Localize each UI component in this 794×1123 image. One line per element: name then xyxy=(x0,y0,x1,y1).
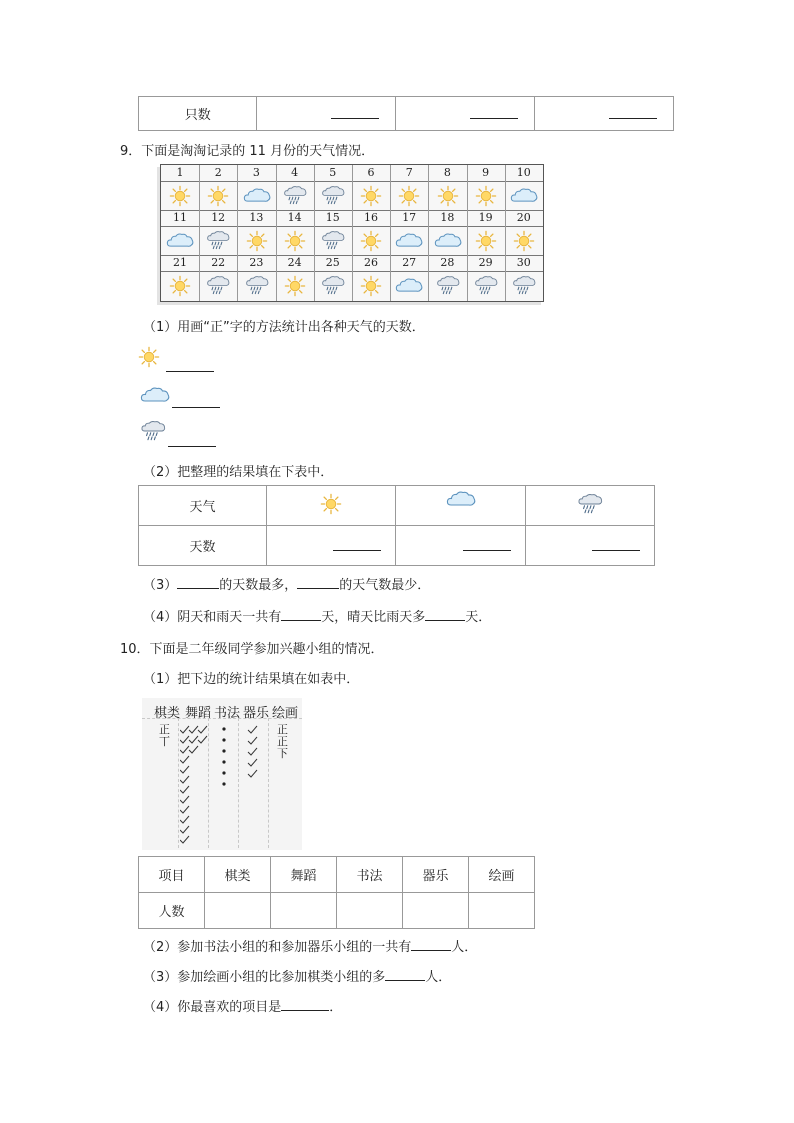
weather-table-days-label: 天数 xyxy=(139,526,267,566)
calendar-day: 6 xyxy=(367,166,375,179)
rainy-icon xyxy=(206,230,230,251)
calendar-day: 12 xyxy=(211,211,226,224)
sunny-icon xyxy=(207,185,229,207)
sunny-icon xyxy=(437,185,459,207)
check-mark xyxy=(180,766,189,773)
rainy-icon xyxy=(321,275,345,296)
q9-part1: （1）用画“正”字的方法统计出各种天气的天数． xyxy=(143,320,425,335)
calendar-day: 26 xyxy=(364,256,378,269)
check-mark xyxy=(180,826,189,833)
answer-blank[interactable] xyxy=(592,536,640,551)
cloudy-icon xyxy=(434,232,462,249)
sunny-icon xyxy=(475,185,497,207)
check-mark xyxy=(248,748,257,755)
check-mark xyxy=(248,759,257,766)
answer-blank[interactable] xyxy=(425,606,465,621)
rainy-icon xyxy=(321,230,345,251)
weather-calendar xyxy=(160,164,544,302)
calendar-gridline xyxy=(505,165,506,301)
dance-checks xyxy=(180,724,208,846)
tally-header: 舞蹈 xyxy=(185,706,212,721)
calendar-day: 28 xyxy=(440,256,455,269)
answer-blank[interactable] xyxy=(177,574,219,589)
rainy-icon xyxy=(474,275,498,296)
calendar-day: 13 xyxy=(249,211,264,224)
cloudy-icon xyxy=(446,490,476,508)
sunny-icon xyxy=(475,230,497,252)
interest-table xyxy=(138,856,535,929)
check-mark xyxy=(198,736,207,743)
calendar-day: 21 xyxy=(173,256,187,269)
answer-blank[interactable] xyxy=(281,996,329,1011)
sunny-icon xyxy=(360,275,382,297)
q10-part2 xyxy=(143,936,477,955)
answer-cell[interactable] xyxy=(403,893,469,929)
answer-blank[interactable] xyxy=(609,104,657,119)
tally-mark: 下 xyxy=(277,747,288,760)
divider xyxy=(238,718,239,848)
calendar-day: 17 xyxy=(402,211,417,224)
rainy-icon xyxy=(140,420,166,442)
rainy-icon xyxy=(577,493,603,515)
calendar-day: 20 xyxy=(516,211,531,224)
table-header: 书法 xyxy=(337,857,403,893)
calendar-day: 24 xyxy=(287,256,302,269)
answer-cell[interactable] xyxy=(205,893,271,929)
cloudy-icon xyxy=(166,232,194,249)
calendar-gridline xyxy=(390,165,391,301)
check-mark xyxy=(189,746,198,753)
top-table-label: 只数 xyxy=(139,97,257,131)
q10-part4-suffix: ． xyxy=(329,1000,343,1015)
sunny-icon xyxy=(284,275,306,297)
q10-part2-suffix: 人． xyxy=(451,940,478,955)
q10-part3 xyxy=(143,966,451,985)
cloudy-icon xyxy=(395,232,423,249)
q9-part2: （2）把整理的结果填在下表中． xyxy=(143,465,334,480)
table-header: 项目 xyxy=(139,857,205,893)
check-mark xyxy=(189,736,198,743)
q9-part3-suffix: 的天气数最少． xyxy=(339,578,431,593)
calendar-day: 7 xyxy=(405,166,413,179)
q10-title: 10．下面是二年级同学参加兴趣小组的情况． xyxy=(120,642,384,657)
rainy-icon xyxy=(283,185,307,206)
table-header: 棋类 xyxy=(205,857,271,893)
q10-part4 xyxy=(143,996,342,1015)
calendar-day: 10 xyxy=(516,166,531,179)
rainy-icon xyxy=(436,275,460,296)
check-mark xyxy=(248,726,257,733)
calendar-day: 5 xyxy=(329,166,337,179)
tally-mark: 丅 xyxy=(159,735,170,748)
tally-dot xyxy=(222,771,225,774)
cloudy-icon xyxy=(395,277,423,294)
check-mark xyxy=(180,796,189,803)
calendar-day: 18 xyxy=(440,211,455,224)
q10-part2-prefix: （2）参加书法小组的和参加器乐小组的一共有 xyxy=(143,940,412,955)
check-mark xyxy=(180,806,189,813)
tally-dot xyxy=(222,727,225,730)
q9-part3-prefix: （3） xyxy=(143,578,178,593)
divider xyxy=(208,718,209,848)
calendar-day: 15 xyxy=(325,211,340,224)
table-row-label: 人数 xyxy=(139,893,205,929)
music-checks xyxy=(246,724,264,784)
answer-blank[interactable] xyxy=(385,966,425,981)
tally-mark: 正 xyxy=(277,723,288,736)
q9-part4-suffix: 天． xyxy=(465,610,492,625)
tally-mark: 正 xyxy=(277,735,288,748)
calendar-day: 8 xyxy=(443,166,451,179)
rainy-count-blank[interactable] xyxy=(168,432,216,447)
check-mark xyxy=(180,736,189,743)
check-mark xyxy=(180,786,189,793)
calendar-gridline xyxy=(467,165,468,301)
calendar-day: 29 xyxy=(478,256,493,269)
calendar-day: 9 xyxy=(482,166,490,179)
q10-part3-prefix: （3）参加绘画小组的比参加棋类小组的多 xyxy=(143,970,386,985)
q9-part3 xyxy=(143,574,430,593)
table-header: 绘画 xyxy=(469,857,535,893)
calendar-day: 27 xyxy=(402,256,417,269)
sunny-icon xyxy=(360,185,382,207)
calendar-gridline xyxy=(199,165,200,301)
q9-title: 9．下面是淘淘记录的 11 月份的天气情况． xyxy=(120,144,375,159)
answer-blank[interactable] xyxy=(333,536,381,551)
answer-cell[interactable] xyxy=(337,893,403,929)
q9-part4 xyxy=(143,606,491,625)
q10-part4-prefix: （4）你最喜欢的项目是 xyxy=(143,1000,282,1015)
calendar-gridline xyxy=(237,165,238,301)
calendar-day: 14 xyxy=(287,211,302,224)
q9-part4-prefix: （4）阴天和雨天一共有 xyxy=(143,610,282,625)
calendar-gridline xyxy=(352,165,353,301)
top-table xyxy=(138,96,674,131)
check-mark xyxy=(180,776,189,783)
q9-part4-mid: 天，晴天比雨天多 xyxy=(321,610,426,625)
table-header: 器乐 xyxy=(403,857,469,893)
sunny-icon xyxy=(513,230,535,252)
tally-header: 器乐 xyxy=(243,706,270,721)
rainy-icon xyxy=(245,275,269,296)
q10-part1: （1）把下边的统计结果填在如表中． xyxy=(143,672,360,687)
calendar-day: 30 xyxy=(516,256,531,269)
answer-blank[interactable] xyxy=(463,536,511,551)
weather-table-header: 天气 xyxy=(139,486,267,526)
calendar-day: 19 xyxy=(478,211,493,224)
weather-table xyxy=(138,485,655,566)
cloudy-icon xyxy=(243,187,271,204)
answer-blank[interactable] xyxy=(281,606,321,621)
calendar-day: 22 xyxy=(211,256,226,269)
sunny-icon xyxy=(169,275,191,297)
rainy-icon xyxy=(321,185,345,206)
divider xyxy=(178,718,179,848)
answer-blank[interactable] xyxy=(411,936,451,951)
calendar-gridline xyxy=(428,165,429,301)
tally-header: 棋类 xyxy=(154,706,181,721)
calendar-day: 2 xyxy=(214,166,222,179)
check-mark xyxy=(180,816,189,823)
calendar-day: 4 xyxy=(291,166,299,179)
rainy-icon xyxy=(206,275,230,296)
calendar-day: 1 xyxy=(176,166,184,179)
sunny-icon xyxy=(398,185,420,207)
sunny-icon xyxy=(320,493,342,515)
sunny-count-blank[interactable] xyxy=(166,357,214,372)
q10-part3-suffix: 人． xyxy=(425,970,452,985)
tally-header: 绘画 xyxy=(272,706,299,721)
answer-blank[interactable] xyxy=(470,104,518,119)
check-mark xyxy=(198,726,207,733)
check-mark xyxy=(248,737,257,744)
calendar-day: 16 xyxy=(364,211,378,224)
calendar-day: 23 xyxy=(249,256,264,269)
tally-chart xyxy=(142,698,302,850)
tally-dot xyxy=(222,749,225,752)
check-mark xyxy=(180,836,189,843)
calendar-day: 25 xyxy=(325,256,340,269)
answer-blank[interactable] xyxy=(331,104,379,119)
divider xyxy=(142,718,302,719)
calendar-gridline xyxy=(276,165,277,301)
check-mark xyxy=(248,770,257,777)
cloudy-count-blank[interactable] xyxy=(172,393,220,408)
answer-cell[interactable] xyxy=(469,893,535,929)
calendar-day: 3 xyxy=(252,166,260,179)
sunny-icon xyxy=(246,230,268,252)
answer-blank[interactable] xyxy=(297,574,339,589)
divider xyxy=(268,718,269,848)
tally-mark: 正 xyxy=(159,723,170,736)
calendar-gridline xyxy=(314,165,315,301)
tally-dot xyxy=(222,760,225,763)
tally-dot xyxy=(222,738,225,741)
table-header: 舞蹈 xyxy=(271,857,337,893)
rainy-icon xyxy=(512,275,536,296)
check-mark xyxy=(180,756,189,763)
cloudy-icon xyxy=(510,187,538,204)
answer-cell[interactable] xyxy=(271,893,337,929)
sunny-icon xyxy=(360,230,382,252)
check-mark xyxy=(180,746,189,753)
tally-header: 书法 xyxy=(214,706,241,721)
check-mark xyxy=(180,726,189,733)
q9-part3-mid: 的天数最多， xyxy=(219,578,298,593)
calligraphy-dots xyxy=(216,724,232,794)
tally-dot xyxy=(222,782,225,785)
cloudy-icon xyxy=(140,386,170,404)
check-mark xyxy=(189,726,198,733)
sunny-icon xyxy=(138,346,160,368)
calendar-day: 11 xyxy=(173,211,187,224)
sunny-icon xyxy=(169,185,191,207)
sunny-icon xyxy=(284,230,306,252)
